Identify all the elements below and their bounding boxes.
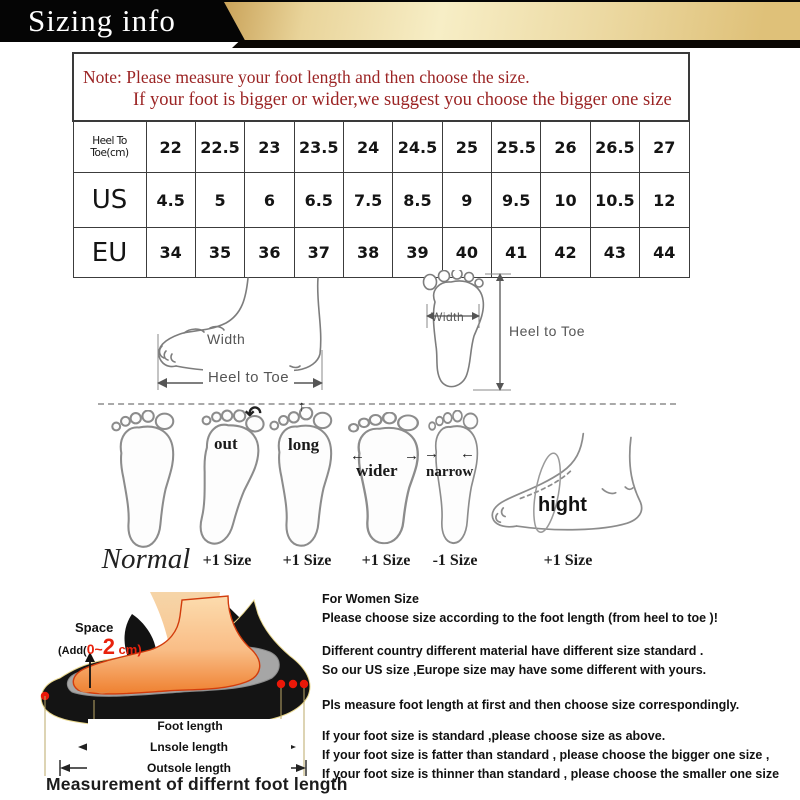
space-label: Space bbox=[75, 620, 114, 635]
advice-group-3 bbox=[322, 696, 792, 715]
space-range-max: 2 bbox=[102, 634, 115, 659]
table-row-us bbox=[73, 173, 689, 228]
cell: 24.5 bbox=[393, 121, 442, 173]
cell: 25 bbox=[442, 121, 491, 173]
foot-wider bbox=[342, 412, 430, 552]
foot-long bbox=[264, 407, 342, 557]
side-foot-length-label: Heel to Toe bbox=[203, 369, 294, 386]
cell: 24 bbox=[343, 121, 392, 173]
advice-line: If your foot size is thinner than standard , please choose the smaller one size bbox=[322, 767, 780, 781]
caption-hight: +1 Size bbox=[543, 552, 593, 569]
cell: 26 bbox=[541, 121, 590, 173]
cell: 39 bbox=[393, 228, 442, 278]
cell: 35 bbox=[195, 228, 244, 278]
measurement-caption: Measurement of differnt foot length bbox=[46, 774, 348, 794]
advice-line: So our US size ,Europe size may have some different with yours. bbox=[322, 663, 707, 677]
foot-hight bbox=[488, 428, 650, 546]
advice-group-4 bbox=[322, 727, 792, 784]
narrow-right-arrow-icon: ← bbox=[460, 445, 475, 462]
cell: 23.5 bbox=[294, 121, 343, 173]
cell: 22.5 bbox=[195, 121, 244, 173]
cell: 4.5 bbox=[146, 173, 195, 228]
cell: 41 bbox=[492, 228, 541, 278]
caption-out: +1 Size bbox=[202, 552, 252, 569]
out-arrow-icon: ↶ bbox=[245, 403, 262, 425]
row-label: EU bbox=[73, 228, 146, 278]
foot-hight-label: hight bbox=[538, 494, 587, 516]
note-row bbox=[73, 53, 689, 121]
cell: 25.5 bbox=[492, 121, 541, 173]
note-line-1: Note: Please measure your foot length and then choose the size. bbox=[83, 67, 530, 87]
dashed-divider bbox=[98, 403, 676, 405]
advice-text-block bbox=[322, 590, 792, 784]
wider-right-arrow-icon: → bbox=[404, 447, 419, 464]
cell: 8.5 bbox=[393, 173, 442, 228]
cell: 27 bbox=[640, 121, 689, 173]
note-line-2: If your foot is bigger or wider,we suggest you choose the bigger one size bbox=[133, 90, 672, 110]
advice-line: Please choose size according to the foot length (from heel to toe )! bbox=[322, 611, 718, 625]
cell: 34 bbox=[146, 228, 195, 278]
cell: 23 bbox=[245, 121, 294, 173]
cell: 6 bbox=[245, 173, 294, 228]
cell: 26.5 bbox=[590, 121, 639, 173]
cell: 22 bbox=[146, 121, 195, 173]
foot-narrow-label: narrow bbox=[426, 464, 474, 480]
foot-narrow bbox=[424, 410, 486, 552]
cell: 38 bbox=[343, 228, 392, 278]
row-label: US bbox=[73, 173, 146, 228]
cell: 9.5 bbox=[492, 173, 541, 228]
foot-long-label: long bbox=[288, 435, 320, 454]
narrow-left-arrow-icon: → bbox=[424, 445, 439, 462]
caption-narrow: -1 Size bbox=[432, 552, 478, 569]
page-title: Sizing info bbox=[28, 3, 176, 38]
advice-line: If your foot size is standard ,please choose size as above. bbox=[322, 729, 666, 743]
space-range: 0~ bbox=[86, 641, 103, 657]
insole-length-label: Lnsole length bbox=[87, 740, 291, 754]
cell: 5 bbox=[195, 173, 244, 228]
caption-wider: +1 Size bbox=[361, 552, 411, 569]
cell: 42 bbox=[541, 228, 590, 278]
outsole-length-label: Outsole length bbox=[87, 761, 291, 775]
advice-group-2 bbox=[322, 642, 792, 680]
advice-line: For Women Size bbox=[322, 592, 420, 606]
caption-normal: Normal bbox=[101, 543, 191, 575]
space-unit: cm) bbox=[114, 642, 142, 657]
cell: 36 bbox=[245, 228, 294, 278]
foot-out bbox=[174, 402, 276, 559]
advice-line: Pls measure foot length at first and then choose size correspondingly. bbox=[322, 698, 740, 712]
foot-wider-label: wider bbox=[356, 461, 398, 480]
cell: 10.5 bbox=[590, 173, 639, 228]
cell: 6.5 bbox=[294, 173, 343, 228]
advice-line: If your foot size is fatter than standard , please choose the bigger one size , bbox=[322, 748, 770, 762]
space-add-line bbox=[58, 634, 142, 660]
long-arrow-icon: ↑ bbox=[298, 398, 306, 415]
wider-left-arrow-icon: ← bbox=[350, 447, 365, 464]
table-row-heel-to-toe bbox=[73, 121, 689, 173]
banner-gold-underline bbox=[232, 40, 800, 48]
sole-width-label: Width bbox=[431, 310, 465, 324]
cell: 10 bbox=[541, 173, 590, 228]
cell: 9 bbox=[442, 173, 491, 228]
size-table bbox=[72, 52, 690, 278]
sole-length-label: Heel to Toe bbox=[509, 323, 586, 339]
cell: 44 bbox=[640, 228, 689, 278]
foot-length-label: Foot length bbox=[88, 719, 292, 733]
cell: 40 bbox=[442, 228, 491, 278]
cell: 7.5 bbox=[343, 173, 392, 228]
advice-group-1 bbox=[322, 590, 792, 628]
caption-long: +1 Size bbox=[282, 552, 332, 569]
foot-out-label: out bbox=[214, 434, 238, 453]
cell: 43 bbox=[590, 228, 639, 278]
cell: 37 bbox=[294, 228, 343, 278]
space-add-prefix: (Add( bbox=[58, 645, 87, 657]
note-cell bbox=[73, 53, 689, 121]
cell: 12 bbox=[640, 173, 689, 228]
foot-normal bbox=[103, 410, 187, 556]
row-label: Heel To Toe(cm) bbox=[73, 121, 146, 173]
side-foot-width-label: Width bbox=[207, 331, 246, 347]
advice-line: Different country different material have different size standard . bbox=[322, 644, 704, 658]
